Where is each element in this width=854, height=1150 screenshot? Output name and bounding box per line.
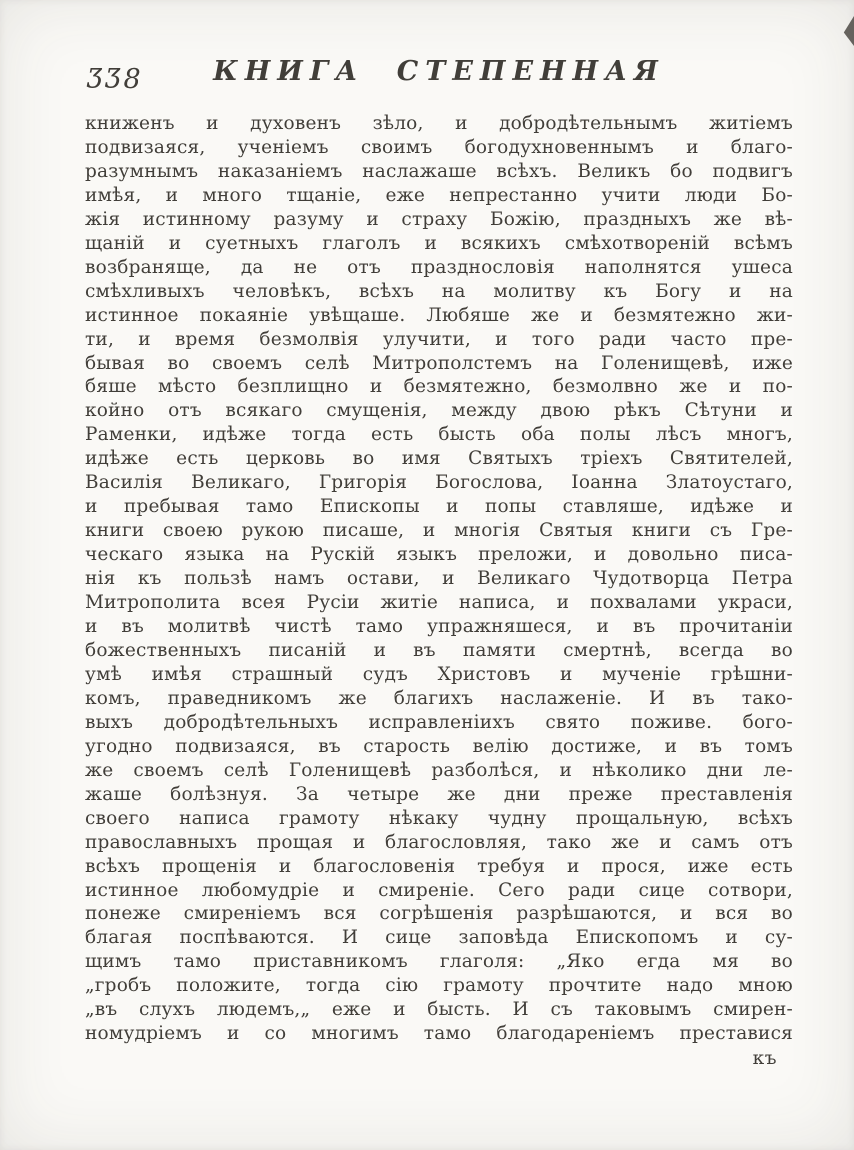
text-line: благая поспѣваются. И сице заповѣда Епископомъ и су- (85, 927, 793, 949)
text-line: книги своею рукою писаше, и многія Святыя книги съ Гре- (85, 520, 793, 542)
text-line: номудріемъ и со многимъ тамо благодареніемъ преставися (85, 1023, 793, 1045)
page-title: КНИГА СТЕПЕННАЯ (213, 56, 665, 87)
scan-artifact-corner (842, 16, 854, 46)
text-line: смѣхливыхъ человѣкъ, всѣхъ на молитву къ Богу и на (85, 280, 793, 302)
text-line: умѣ имѣя страшный судъ Христовъ и мученіе грѣшни- (85, 663, 793, 685)
text-line: жаше болѣзнуя. За четыре же дни преже преставленія (85, 783, 793, 805)
page-number: ƷƷ8 (87, 64, 144, 95)
text-line: щаній и суетныхъ глаголъ и всякихъ смѣхотвореній всѣмъ (85, 232, 793, 254)
text-line: истинное любомудріе и смиреніе. Сего ради сице сотвори, (85, 879, 793, 901)
text-line: Митрополита всея Русіи житіе написа, и похвалами украси, (85, 592, 793, 614)
text-line: имѣя, и много тщаніе, еже непрестанно учити люди Бо- (85, 184, 793, 206)
text-line: всѣхъ прощенія и благословенія требуя и прося, иже есть (85, 855, 793, 877)
text-line: книженъ и духовенъ зѣло, и добродѣтельнымъ житіемъ (85, 113, 793, 134)
text-line: ти, и время безмолвія улучити, и того ради часто пре- (85, 328, 793, 350)
catchword: къ (752, 1048, 777, 1069)
text-line: нія къ пользѣ намъ остави, и Великаго Чудотворца Петра (85, 568, 793, 590)
text-line: идѣже есть церковь во имя Святыхъ тріехъ Святителей, (85, 448, 793, 470)
text-line: Василія Великаго, Григорія Богослова, Іоанна Златоустаго, (85, 472, 793, 494)
text-line: щимъ тамо приставникомъ глаголя: „Яко егда мя во (85, 951, 793, 973)
text-line: же своемъ селѣ Голенищевѣ разболѣся, и нѣколико дни ле- (85, 759, 793, 781)
page-header (85, 56, 793, 100)
text-line: возбраняще, да не отъ празднословія наполнятся ушеса (85, 256, 793, 278)
text-line: божественныхъ писаній и въ памяти смертнѣ, всегда во (85, 639, 793, 661)
text-line: понеже смиреніемъ вся согрѣшенія разрѣшаются, и вся во (85, 903, 793, 925)
text-line: бывая во своемъ селѣ Митрополстемъ на Голенищевѣ, иже (85, 352, 793, 374)
text-line: выхъ добродѣтельныхъ исправленіихъ свято поживе. бого- (85, 711, 793, 733)
text-line: „гробъ положите, тогда сію грамоту прочтите надо мною (85, 975, 793, 997)
catchword-row (85, 1048, 793, 1069)
text-line: и пребывая тамо Епископы и попы ставляше, идѣже и (85, 496, 793, 518)
text-line: подвизаяся, ученіемъ своимъ богодухновеннымъ и благо- (85, 136, 793, 158)
text-line: бяше мѣсто безплищно и безмятежно, безмолвно же и по- (85, 376, 793, 398)
text-line: угодно подвизаяся, въ старость велію достиже, и въ томъ (85, 735, 793, 757)
text-line: комъ, праведникомъ же благихъ наслаженіе. И въ тако- (85, 687, 793, 709)
text-line: Раменки, идѣже тогда есть бысть оба полы лѣсъ многъ, (85, 424, 793, 446)
text-line: истинное покаяніе увѣщаше. Любяше же и безмятежно жи- (85, 304, 793, 326)
text-line: койно отъ всякаго смущенія, между двою рѣкъ Сѣтуни и (85, 400, 793, 422)
text-line: „въ слухъ людемъ,„ еже и бысть. И съ таковымъ смирен- (85, 999, 793, 1021)
text-line: православныхъ прощая и благословляя, тако же и самъ отъ (85, 831, 793, 853)
text-line: ческаго языка на Рускій языкъ преложи, и довольно писа- (85, 544, 793, 566)
text-line: своего написа грамоту нѣкаку чудну прощальную, всѣхъ (85, 807, 793, 829)
text-line: разумнымъ наказаніемъ наслажаше всѣхъ. Великъ бо подвигъ (85, 160, 793, 182)
text-line: и въ молитвѣ чистѣ тамо упражняшеся, и въ прочитаніи (85, 616, 793, 638)
body-text (85, 112, 793, 1046)
text-line: жія истинному разуму и страху Божію, праздныхъ же вѣ- (85, 208, 793, 230)
